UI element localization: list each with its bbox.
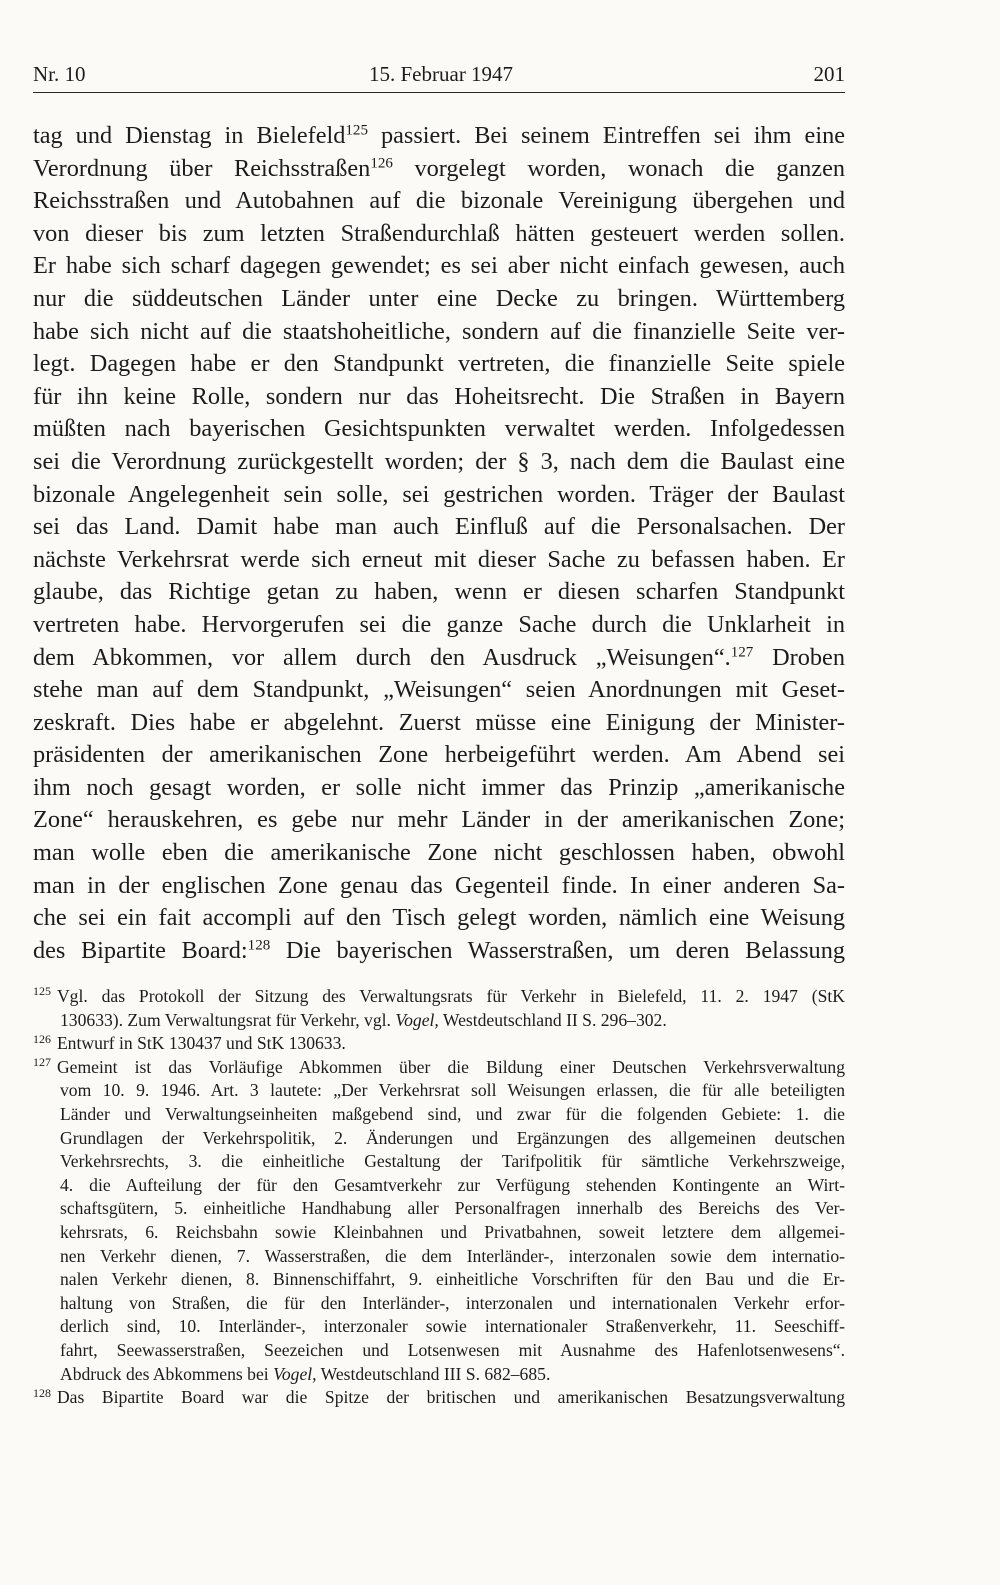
text-line: bizonale Angelegenheit sein solle, sei gestrichen worden. Träger der Baulast xyxy=(33,480,845,508)
text-line: Zone“ herauskehren, es gebe nur mehr Länder in der amerikanischen Zone; xyxy=(33,806,845,834)
footnote-ref: 128 xyxy=(247,937,271,954)
footnote-line: derlich sind, 10. Interländer-, interzonaler sowie internationaler Straßenverkehr, 11. Seeschiff- xyxy=(60,1316,845,1337)
text-line: nächste Verkehrsrat werde sich erneut mit dieser Sache zu befassen haben. Er xyxy=(33,545,845,573)
text-line: Reichsstraßen und Autobahnen auf die bizonale Vereinigung übergehen und xyxy=(33,187,845,215)
footnote-number: 127 xyxy=(33,1055,51,1070)
footnote-127: $^{127}$ Gemeint ist das Vorläufige Abkommen über die Bildung einer Deutschen Verkehrsverwaltung xyxy=(33,1055,845,1077)
text-line: ihm noch gesagt worden, er solle nicht immer das Prinzip „amerikanische xyxy=(33,773,845,801)
text-line: von dieser bis zum letzten Straßendurchlaß hätten gesteuert werden sollen. xyxy=(33,219,845,247)
footnote-line: Länder und Verwaltungseinheiten maßgebend sind, und zwar für die folgenden Gebiete: 1. die xyxy=(60,1103,845,1124)
footnote-line: fahrt, Seewasserstraßen, Seezeichen und Lotsenwesen mit Ausnahme des Hafenlotsenwesens“. xyxy=(60,1339,845,1360)
footnotes xyxy=(33,985,845,1410)
text-line: legt. Dagegen habe er den Standpunkt vertreten, die finanzielle Seite spiele xyxy=(33,350,845,378)
footnote-128: $^{128}$ Das Bipartite Board war die Spitze der britischen und amerikanischen Besatzungsverwaltung xyxy=(33,1385,845,1408)
text-line: man in der englischen Zone genau das Gegenteil finde. In einer anderen Sa- xyxy=(33,871,845,899)
footnote-ref: 125 xyxy=(345,122,368,139)
main-text xyxy=(33,120,845,967)
running-header xyxy=(33,58,845,90)
footnote-number: 128 xyxy=(33,1385,51,1400)
footnote-line: kehrsrats, 6. Reichsbahn sowie Kleinbahnen und Privatbahnen, soweit letztere dem allgemei- xyxy=(60,1221,845,1242)
text-line: für ihn keine Rolle, sondern nur das Hoheitsrecht. Die Straßen in Bayern xyxy=(33,382,845,410)
text-line: zeskraft. Dies habe er abgelehnt. Zuerst müsse eine Einigung der Minister- xyxy=(33,708,845,736)
footnote-126: $^{126}$ Entwurf in StK 130437 und StK 130633. xyxy=(33,1031,346,1054)
text-line: sei das Land. Damit habe man auch Einfluß auf die Personalsachen. Der xyxy=(33,513,845,541)
footnote-ref: 126 xyxy=(370,155,393,172)
footnote-line: Abdruck des Abkommens bei Vogel, Westdeutschland III S. 682–685. xyxy=(60,1363,551,1384)
text-line: müßten nach bayerischen Gesichtspunkten verwaltet werden. Infolgedessen xyxy=(33,415,845,443)
footnote-125: $^{125}$ Vgl. das Protokoll der Sitzung des Verwaltungsrats für Verkehr in Bielefeld, 11. 2. 1947 (StK xyxy=(33,984,845,1006)
text-line: des Bipartite Board:$^{128}$ Die bayerischen Wasserstraßen, um deren Belassung xyxy=(33,936,845,964)
footnote-line: Verkehrsrechts, 3. die einheitliche Gestaltung der Tarifpolitik für sämtliche Verkehrszweige, xyxy=(60,1151,845,1172)
text-line: nur die süddeutschen Länder unter eine Decke zu bringen. Württemberg xyxy=(33,284,845,312)
footnote-number: 126 xyxy=(33,1031,51,1046)
footnote-line: nalen Verkehr dienen, 8. Binnenschiffahrt, 9. einheitliche Vorschriften für den Bau und die Er- xyxy=(60,1269,845,1290)
text-line: che sei ein fait accompli auf den Tisch gelegt worden, nämlich eine Weisung xyxy=(33,904,845,932)
footnote-line: vom 10. 9. 1946. Art. 3 lautete: „Der Verkehrsrat soll Weisungen erlassen, die für alle beteiligten xyxy=(60,1080,845,1101)
text-line: man wolle eben die amerikanische Zone nicht geschlossen haben, obwohl xyxy=(33,839,845,867)
text-line: glaube, das Richtige getan zu haben, wenn er diesen scharfen Standpunkt xyxy=(33,578,845,606)
text-line: sei die Verordnung zurückgestellt worden; der § 3, nach dem die Baulast eine xyxy=(33,447,845,475)
text-line: stehe man auf dem Standpunkt, „Weisungen“ seien Anordnungen mit Geset- xyxy=(33,676,845,704)
text-line: Er habe sich scharf dagegen gewendet; es sei aber nicht einfach gewesen, auch xyxy=(33,252,845,280)
text-line: Verordnung über Reichsstraßen$^{126}$ vorgelegt worden, wonach die ganzen xyxy=(33,154,846,182)
text-line: vertreten habe. Hervorgerufen sei die ganze Sache durch die Unklarheit in xyxy=(33,610,845,638)
header-date: 15. Februar 1947 xyxy=(369,62,514,86)
footnote-line: 4. die Aufteilung der für den Gesamtverkehr zur Verfügung stehenden Kontingente an Wirt- xyxy=(60,1174,845,1195)
footnote-line: schaftsgütern, 5. einheitliche Handhabung aller Personalfragen innerhalb des Bereichs des Ver- xyxy=(60,1198,845,1219)
text-line: tag und Dienstag in Bielefeld$^{125}$ passiert. Bei seinem Eintreffen sei ihm eine xyxy=(33,122,846,149)
footnote-number: 125 xyxy=(33,984,51,999)
page-number: 201 xyxy=(813,62,845,86)
text-line: dem Abkommen, vor allem durch den Ausdruck „Weisungen“.$^{127}$ Droben xyxy=(33,643,845,671)
text-line: präsidenten der amerikanischen Zone herbeigeführt werden. Am Abend sei xyxy=(33,741,845,769)
footnote-line: nen Verkehr dienen, 7. Wasserstraßen, die dem Interländer-, interzonalen sowie dem internatio- xyxy=(60,1245,845,1266)
footnote-line: 130633). Zum Verwaltungsrat für Verkehr, vgl. Vogel, Westdeutschland II S. 296–302. xyxy=(60,1009,667,1030)
text-line: habe sich nicht auf die staatshoheitliche, sondern auf die finanzielle Seite ver- xyxy=(33,317,845,345)
footnote-ref: 127 xyxy=(730,644,754,661)
header-rule xyxy=(33,92,845,93)
footnote-line: Grundlagen der Verkehrspolitik, 2. Änderungen und Ergänzungen des allgemeinen deutschen xyxy=(60,1127,845,1148)
footnote-line: haltung von Straßen, die für den Interländer-, interzonalen und internationalen Verkehr erfor- xyxy=(60,1292,845,1313)
issue-number: Nr. 10 xyxy=(33,62,86,86)
